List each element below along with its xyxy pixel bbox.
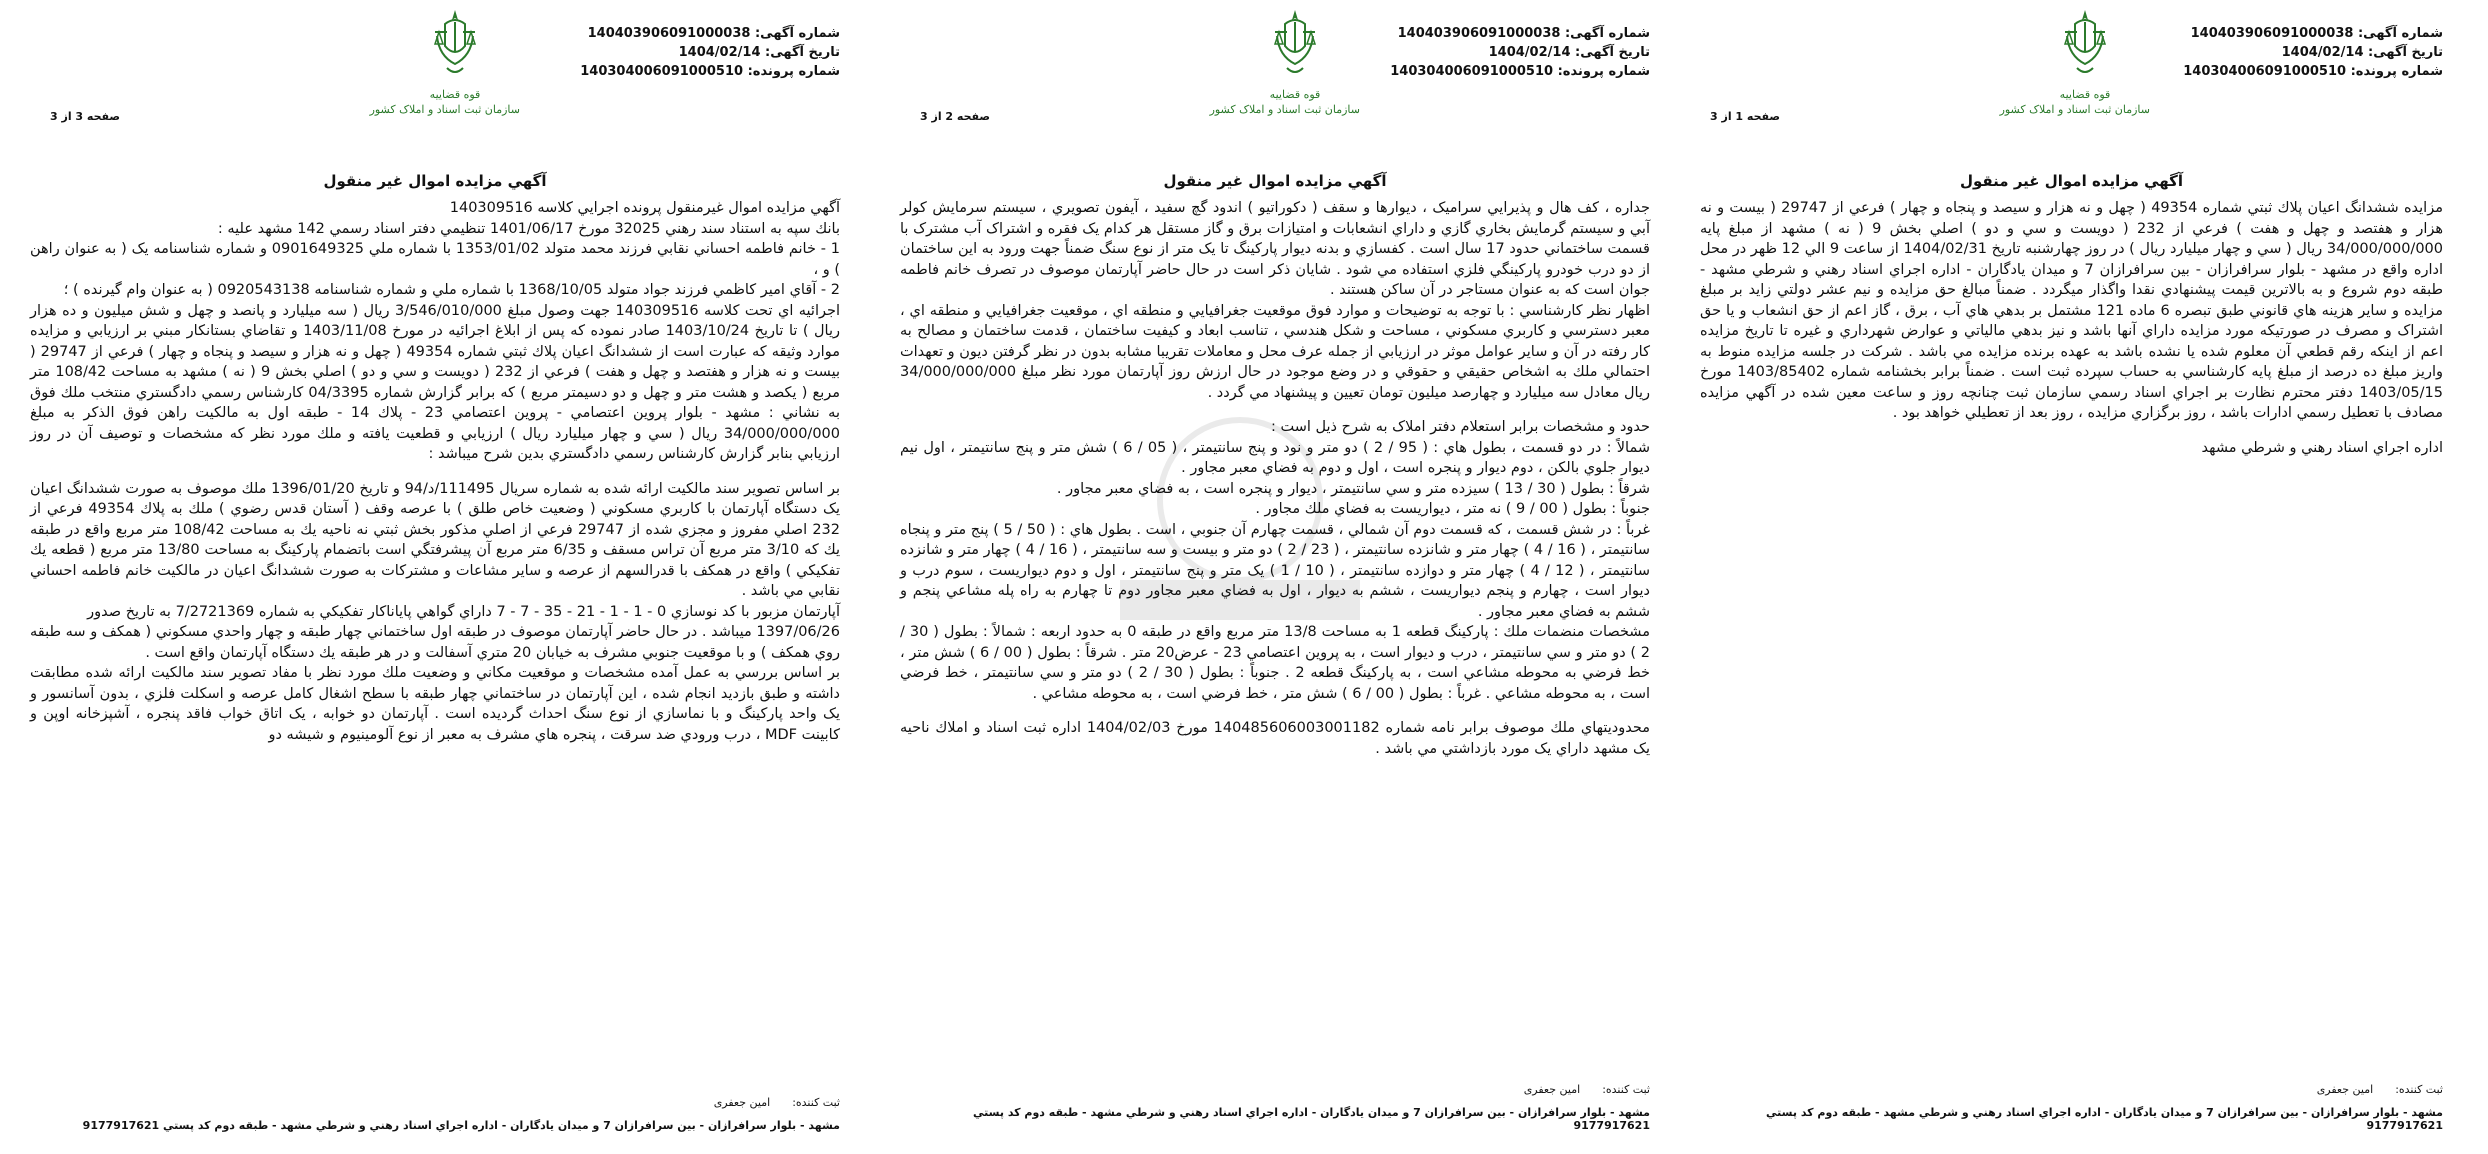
signer-name: امین جعفری	[1523, 1083, 1581, 1096]
body-paragraph: اجرائيه اي تحت كلاسه 140309516 جهت وصول مبلغ 3/546/010/000 ريال ( سه ميليارد و پانصد و چهل و شش ميليون و ده هزار ريال ) تا تاريخ 1403/10/24 صادر نموده كه پس از ابلاغ اجرائيه در مورخ 1403/11/08 و تقاضاي بستانكار مبني بر ارزيابي و مزايده موارد وثيقه كه عبارت است از ششدانگ اعيان پلاك ثبتي شماره 49354 ( چهل و نه هزار و سيصد و پنجاه و چهار ) فرعي از 29747 ( بيست و نه هزار و هفتصد و چهل و هفت ) فرعي از 232 ( دويست و سي و دو ) اصلي بخش 9 ( نه ) مشهد به مساحت 108/42 متر مربع ( يكصد و هشت متر و چهل و دو دسيمتر مربع ) كه برابر گزارش شماره 04/3395 كارشناس رسمي دادگستري منتخب ملك فوق به نشاني : مشهد - بلوار پروين اعتصامي - پروين اعتصامي 23 - پلاك 14 - طبقه اول به مالكيت راهن فوق الذكر به مبلغ 34/000/000/000 ريال ( سي و چهار ميليارد ريال ) ارزيابي و قطعيت يافته و ملك مورد نظر كه مشخصات و توصيف آن در روز ارزيابي بنابر گزارش كارشناس رسمي دادگستري بدين شرح ميباشد :	[30, 302, 840, 462]
body-paragraph: حدود و مشخصات برابر استعلام دفتر املاک به شرح ذيل است :	[1270, 419, 1650, 435]
case-number-label: شماره پرونده:	[2350, 64, 2443, 79]
page-footer	[900, 1083, 1650, 1132]
page-header	[30, 0, 840, 150]
page-number: صفحه 2 از 3	[920, 110, 991, 123]
ad-body	[1700, 198, 2443, 458]
ad-number: 140403906091000038	[587, 26, 751, 41]
body-paragraph: جداره ، كف هال و پذيرايي سراميک ، ديوارها و سقف ( دكوراتيو ) اندود گچ سفيد ، آيفون تصويري ، سيستم سرمايش كولر آبي و سيستم گرمايش بخاري گازي و داراي انشعابات و امتيازات برق و گاز مستقل هر كدام يک فقره و اشتراک آب مشترک با قسمت ساختماني حدود 17 سال است . كفسازي و بدنه ديوار پاركينگ تا يک متر از نوع سنگ ضمناً جهت ورود به اين ساختمان از دو درب خودرو پاركينگي فلزي استفاده مي شود . شايان ذكر است در حال حاضر آپارتمان موصوف در تصرف خانم فاطمه جوان است كه به عنوان مستاجر در آن ساكن هستند .	[900, 200, 1650, 298]
case-number-label: شماره پرونده:	[1557, 64, 1650, 79]
ad-date: 1404/02/14	[678, 45, 761, 60]
case-number: 140304006091000510	[580, 64, 744, 79]
page-2	[880, 0, 1680, 1154]
emblem-caption: سازمان ثبت اسناد و املاک کشور	[369, 103, 520, 116]
signer	[30, 1096, 840, 1109]
body-paragraph: اداره اجراي اسناد رهني و شرطي مشهد	[2201, 439, 2443, 456]
ad-number: 140403906091000038	[1397, 26, 1561, 41]
ad-meta	[580, 24, 840, 81]
signer-name: امین جعفری	[2316, 1083, 2374, 1096]
page-3	[0, 0, 880, 1154]
emblem-caption: سازمان ثبت اسناد و املاک کشور	[1999, 103, 2150, 116]
emblem-top-caption: قوه قضاییه	[1269, 88, 1321, 101]
page-footer	[1700, 1083, 2443, 1132]
page-header	[1700, 0, 2443, 150]
emblem-top-caption: قوه قضاییه	[2059, 88, 2111, 101]
emblem-top-caption: قوه قضاییه	[429, 88, 481, 101]
judiciary-emblem	[1999, 6, 2150, 126]
page-number: صفحه 3 از 3	[50, 110, 121, 123]
ad-date-label: تاریخ آگهی:	[765, 45, 840, 60]
body-paragraph: 1 - خانم فاطمه احساني نقابي فرزند محمد متولد 1353/01/02 با شماره ملي 0901649325 و شماره شناسنامه يک ( به عنوان راهن ) و ،	[30, 241, 840, 278]
signer-label: ثبت كننده:	[792, 1096, 840, 1109]
body-paragraph: مشخصات منضمات ملك : پاركينگ قطعه 1 به مساحت 13/8 متر مربع واقع در طبقه 0 به حدود اربعه : شمالاً : بطول ( 30 / 2 ) دو متر و سي سانتيمتر ، درب و ديوار است ، به پروين اعتصامي 23 - عرض20 متر . شرقاً : بطول ( 00 / 6 ) شش متر ، خط فرضي به محوطه مشاعي است ، به پاركينگ قطعه 2 . جنوباً : بطول ( 30 / 2 ) دو متر و سي سانتيمتر ، خط فرضي است ، به محوطه مشاعي . غرباً : بطول ( 00 / 6 ) شش متر ، خط فرضي است ، به محوطه مشاعي .	[900, 624, 1651, 702]
ad-title: آگهي مزايده اموال غير منقول	[1959, 172, 2184, 190]
judiciary-emblem	[1209, 6, 1360, 126]
ad-meta	[1390, 24, 1650, 81]
body-paragraph: مزايده ششدانگ اعيان پلاك ثبتي شماره 49354 ( چهل و نه هزار و سيصد و پنجاه و چهار ) فرعي از 29747 ( بيست و نه هزار و هفتصد و چهل و هفت ) فرعي از 232 ( دويست و سي و دو ) اصلي بخش 9 ( نه ) مشهد از مبلغ پايه 34/000/000/000 ريال ( سي و چهار ميليارد ريال ) در روز چهارشنبه تاريخ 1404/02/31 از ساعت 9 الي 12 ظهر در محل اداره واقع در مشهد - بلوار سرافرازان - بين سرافرازان 7 و ميدان يادگاران - اداره اجراي اسناد رهني و شرطي مشهد - طبقه دوم شروع و به بالاترين قيمت پيشنهادي نقدا واگذار ميگردد . ضمناً مبالغ حق مزايده و نيم عشر دولتي زايد بر مبلغ مزايده و ساير هزينه هاي قانوني طبق تبصره 6 ماده 121 مشتمل بر بدهي هاي آب ، برق ، گاز اعم از حق انشعاب و يا حق اشتراک و مصرف در صورتيكه مورد مزايده داراي آنها باشد و نيز بدهي مالياتي و عوارض شهرداري و غيره تا تاريخ مزايده اعم از اينكه رقم قطعي آن معلوم شده يا نشده باشد به عهده برنده مزايده مي باشد . شركت در جلسه مزايده منوط به واريز مبلغ ده درصد از مبلغ پايه كارشناسي به حساب سپرده ثبت است . ضمناً برابر بخشنامه شماره 1403/85402 مورخ 1403/05/15 دفتر محترم نظارت بر اجراي اسناد رسمي سازمان ثبت چنانچه روز و ساعت معين شده در آگهي مزايده مصادف با تعطيل رسمي ادارات باشد ، روز برگزاري مزايده ، روز بعد از تعطيلي خواهد بود .	[1700, 200, 2443, 421]
ad-meta	[2183, 24, 2443, 81]
signer-label: ثبت كننده:	[1602, 1083, 1650, 1096]
case-number: 140304006091000510	[2183, 64, 2347, 79]
ad-body	[900, 198, 1650, 759]
page-header	[900, 0, 1650, 150]
body-paragraph: بر اساس تصوير سند مالكيت ارائه شده به شماره سريال 111495/د/94 و تاريخ 1396/01/20 ملك موصوف به صورت ششدانگ اعيان يک دستگاه آپارتمان با كاربري مسكوني ( وضعيت خاص طلق ) با عرصه وقف ( آستان قدس رضوي ) ملك به پلاك 49354 فرعي از 232 اصلي مفروز و مجزي شده از 29747 فرعي از اصلي مذكور بخش ثبتي نه ناحيه يك به مساحت 108/42 متر مربع واقع در طبقه يك كه 3/10 متر مربع آن تراس مسقف و 6/35 متر مربع آن پيشرفتگي است باتضمام پاركينگ به مساحت 13/80 متر مربع ( قطعه يك تفكيكي ) واقع در همكف با قدرالسهم از عرصه و ساير مشاعات و مشتركات به صورت ششدانگ اعيان در مالكيت خانم فاطمه احساني نقابي مي باشد .	[30, 480, 841, 599]
signer	[1700, 1083, 2443, 1096]
emblem-icon	[425, 6, 485, 86]
ad-date: 1404/02/14	[1488, 45, 1571, 60]
body-paragraph: بانك سپه به استناد سند رهني 32025 مورخ 1401/06/17 تنظيمي دفتر اسناد رسمي 142 مشهد عليه :	[217, 220, 840, 237]
signer-name: امین جعفری	[713, 1096, 771, 1109]
body-paragraph: اظهار نظر كارشناسي : با توجه به توضيحات و موارد فوق موقعيت جغرافيايي و منطقه اي ، موقعيت جغرافيايي و منطقه اي ، معبر دسترسي و كاربري مسكوني ، مساحت و شكل هندسي ، تناسب ابعاد و كيفيت ساختمان ، قدمت ساختمان و مصالح به كار رفته در آن و ساير عوامل موثر در ارزيابي از جمله عرف محل و معاملات تقريبا مشابه بدون در نظر گرفتن ديون و تعهدات احتمالي ملك به اشخاص حقيقي و حقوقي و در وضع موجود در حال ارزش روز آپارتمان مورد نظر مبلغ 34/000/000/000 ريال معادل سه ميليارد و چهارصد ميليون تومان تعيين و پيشنهاد مي گردد .	[900, 302, 1650, 401]
office-address: مشهد - بلوار سرافرازان - بين سرافرازان 7 و ميدان يادگاران - اداره اجراي اسناد رهني و شرطي مشهد - طبقه دوم كد پستي 9177917621	[1766, 1106, 2443, 1132]
body-paragraph: بر اساس بررسي به عمل آمده مشخصات و موقعيت مكاني و وضعيت ملك مورد نظر با مفاد تصوير سند مالكيت ارائه شده مطابقت داشته و طبق بازديد انجام شده ، اين آپارتمان در ساختماني چهار طبقه با سطح اشغال كامل عرصه و اسكلت فلزي ، بدون آسانسور و يک واحد پاركينگ و با نماسازي از نوع سنگ احداث گرديده است . آپارتمان دو خوابه ، يک اتاق خواب فاقد پنجره ، آشپزخانه اوپن و كابينت MDF ، درب ورودي ضد سرقت ، پنجره هاي مشرف به معبر از نوع آلومينيوم و شيشه دو	[30, 665, 840, 743]
body-paragraph: غرباً : در شش قسمت ، كه قسمت دوم آن شمالي ، قسمت چهارم آن جنوبي ، است . بطول هاي : ( 50 / 5 ) پنج متر و پنجاه سانتيمتر ، ( 16 / 4 ) چهار متر و شانزده سانتيمتر ، ( 23 / 2 ) دو متر و بيست و سه سانتيمتر ، ( 16 / 4 ) چهار متر و شانزده سانتيمتر ، ( 12 / 4 ) چهار متر و دوازده سانتيمتر ، ( 10 / 1 ) يک متر و پنج سانتيمتر ، اول و دوم ديواريست ، سوم درب و ديوار است ، چهارم و پنجم ديواريست ، ششم به ديوار ، اول به فضاي معبر مجاور دوم تا چهارم به راه پله مشاعي پنجم و ششم به فضاي معبر مجاور .	[900, 521, 1651, 620]
body-paragraph: شرقاً : بطول ( 30 / 13 ) سيزده متر و سي سانتيمتر ، ديوار و پنجره است ، به فضاي معبر مجاور .	[1056, 480, 1650, 497]
body-paragraph: آپارتمان مزبور با كد نوسازي 0 - 1 - 1 - 21 - 35 - 7 - 7 داراي گواهي پاياناكار تفكيكي به شماره 7/2721369 به تاريخ صدور	[87, 603, 840, 620]
ad-number-label: شماره آگهی:	[754, 26, 840, 41]
case-number: 140304006091000510	[1390, 64, 1554, 79]
page-number: صفحه 1 از 3	[1710, 110, 1781, 123]
ad-date: 1404/02/14	[2281, 45, 2364, 60]
ad-title: آگهي مزايده اموال غير منقول	[1163, 172, 1387, 190]
emblem-caption: سازمان ثبت اسناد و املاک کشور	[1209, 103, 1360, 116]
body-paragraph: 2 - آقاي امير كاظمي فرزند جواد متولد 1368/10/05 با شماره ملي و شماره شناسنامه 0920543138 ( به عنوان وام گيرنده ) ؛	[63, 282, 840, 298]
ad-number-label: شماره آگهی:	[2357, 26, 2443, 41]
ad-date-label: تاریخ آگهی:	[1575, 45, 1650, 60]
office-address: مشهد - بلوار سرافرازان - بين سرافرازان 7 و ميدان يادگاران - اداره اجراي اسناد رهني و شرطي مشهد - طبقه دوم كد پستي 9177917621	[973, 1106, 1650, 1132]
body-paragraph: شمالاً : در دو قسمت ، بطول هاي : ( 95 / 2 ) دو متر و نود و پنج سانتيمتر ، ( 05 / 6 ) شش متر و پنج سانتيمتر ، اول نيم ديوار جلوي بالكن ، دوم ديوار و پنجره است ، اول و دوم به فضاي معبر مجاور .	[900, 439, 1650, 476]
page-footer	[30, 1096, 840, 1132]
signer	[900, 1083, 1650, 1096]
ad-date-label: تاریخ آگهی:	[2368, 45, 2443, 60]
page-1	[1680, 0, 2488, 1154]
case-number-label: شماره پرونده:	[747, 64, 840, 79]
emblem-icon	[2055, 6, 2115, 86]
signer-label: ثبت كننده:	[2395, 1083, 2443, 1096]
body-paragraph: 1397/06/26 ميباشد . در حال حاضر آپارتمان موصوف در طبقه اول ساختماني چهار طبقه و چهار واحدي مسكوني ( همكف و سه طبقه روي همكف ) و با موقعيت جنوبي مشرف به خيابان 20 متري آسفالت و در هر طبقه يك دستگاه آپارتمان واقع است .	[30, 624, 840, 661]
emblem-icon	[1265, 6, 1325, 86]
ad-number: 140403906091000038	[2190, 26, 2354, 41]
ad-number-label: شماره آگهی:	[1564, 26, 1650, 41]
judiciary-emblem	[369, 6, 520, 126]
body-paragraph: آگهي مزايده اموال غيرمنقول پرونده اجرايي كلاسه 140309516	[449, 200, 840, 216]
body-paragraph: جنوباً : بطول ( 00 / 9 ) نه متر ، ديواريست به فضاي ملك مجاور .	[1255, 501, 1650, 517]
ad-body	[30, 198, 840, 745]
body-paragraph: محدوديتهاي ملك موصوف برابر نامه شماره 140485606003001182 مورخ 1404/02/03 اداره ثبت اسناد و املاك ناحيه يک مشهد داراي يک مورد بازداشتي مي باشد .	[900, 720, 1650, 757]
ad-title: آگهي مزايده اموال غير منقول	[323, 172, 547, 190]
office-address: مشهد - بلوار سرافرازان - بين سرافرازان 7 و ميدان يادگاران - اداره اجراي اسناد رهني و شرطي مشهد - طبقه دوم كد پستي 9177917621	[82, 1119, 840, 1132]
